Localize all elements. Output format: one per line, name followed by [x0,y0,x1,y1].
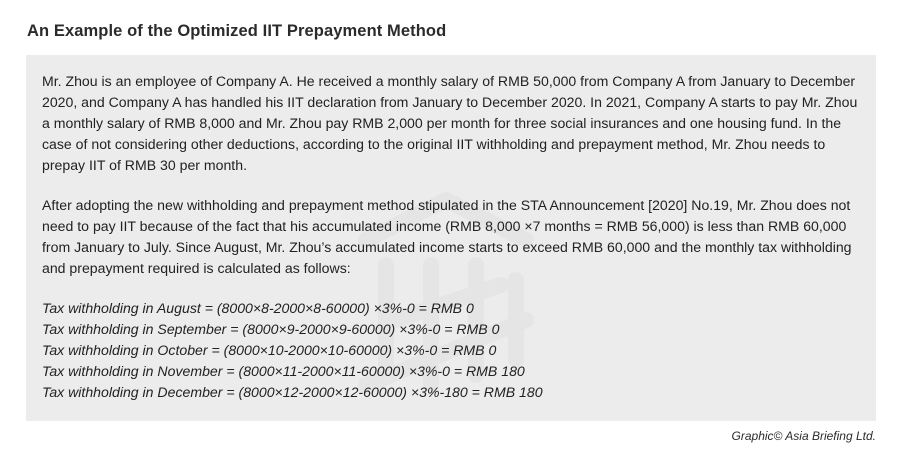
formula-line: Tax withholding in October = (8000×10-2000×10-60000) ×3%-0 = RMB 0 [42,342,497,358]
formula-line: Tax withholding in September = (8000×9-2000×9-60000) ×3%-0 = RMB 0 [42,321,500,337]
formula-line: Tax withholding in December = (8000×12-2000×12-60000) ×3%-180 = RMB 180 [42,384,543,400]
example-content [42,71,864,403]
formula-line: Tax withholding in November = (8000×11-2000×11-60000) ×3%-0 = RMB 180 [42,363,525,379]
page-title: An Example of the Optimized IIT Prepayment Method [27,22,447,40]
credit-line: Graphic© Asia Briefing Ltd. [731,429,876,443]
example-paragraph: Mr. Zhou is an employee of Company A. He received a monthly salary of RMB 50,000 from Company A from January to December 2020, and Company A has handled his IIT declaration from January to December 2020. In 2021, Company A starts to pay Mr. Zhou a monthly salary of RMB 8,000 and Mr. Zhou pay RMB 2,000 per month for three social insurances and one housing fund. In the case of not considering other deductions, according to the original IIT withholding and prepayment method, Mr. Zhou needs to prepay IIT of RMB 30 per month. [42,73,858,173]
example-paragraph: After adopting the new withholding and prepayment method stipulated in the STA Announcement [2020] No.19, Mr. Zhou does not need to pay IIT because of the fact that his accumulated income (RMB 8,000 ×7 months = RMB 56,000) is less than RMB 60,000 from January to July. Since August, Mr. Zhou’s accumulated income starts to exceed RMB 60,000 and the monthly tax withholding and prepayment required is calculated as follows: [42,197,852,276]
formula-line: Tax withholding in August = (8000×8-2000×8-60000) ×3%-0 = RMB 0 [42,300,474,316]
formula-list [42,298,864,403]
example-box [26,55,876,421]
